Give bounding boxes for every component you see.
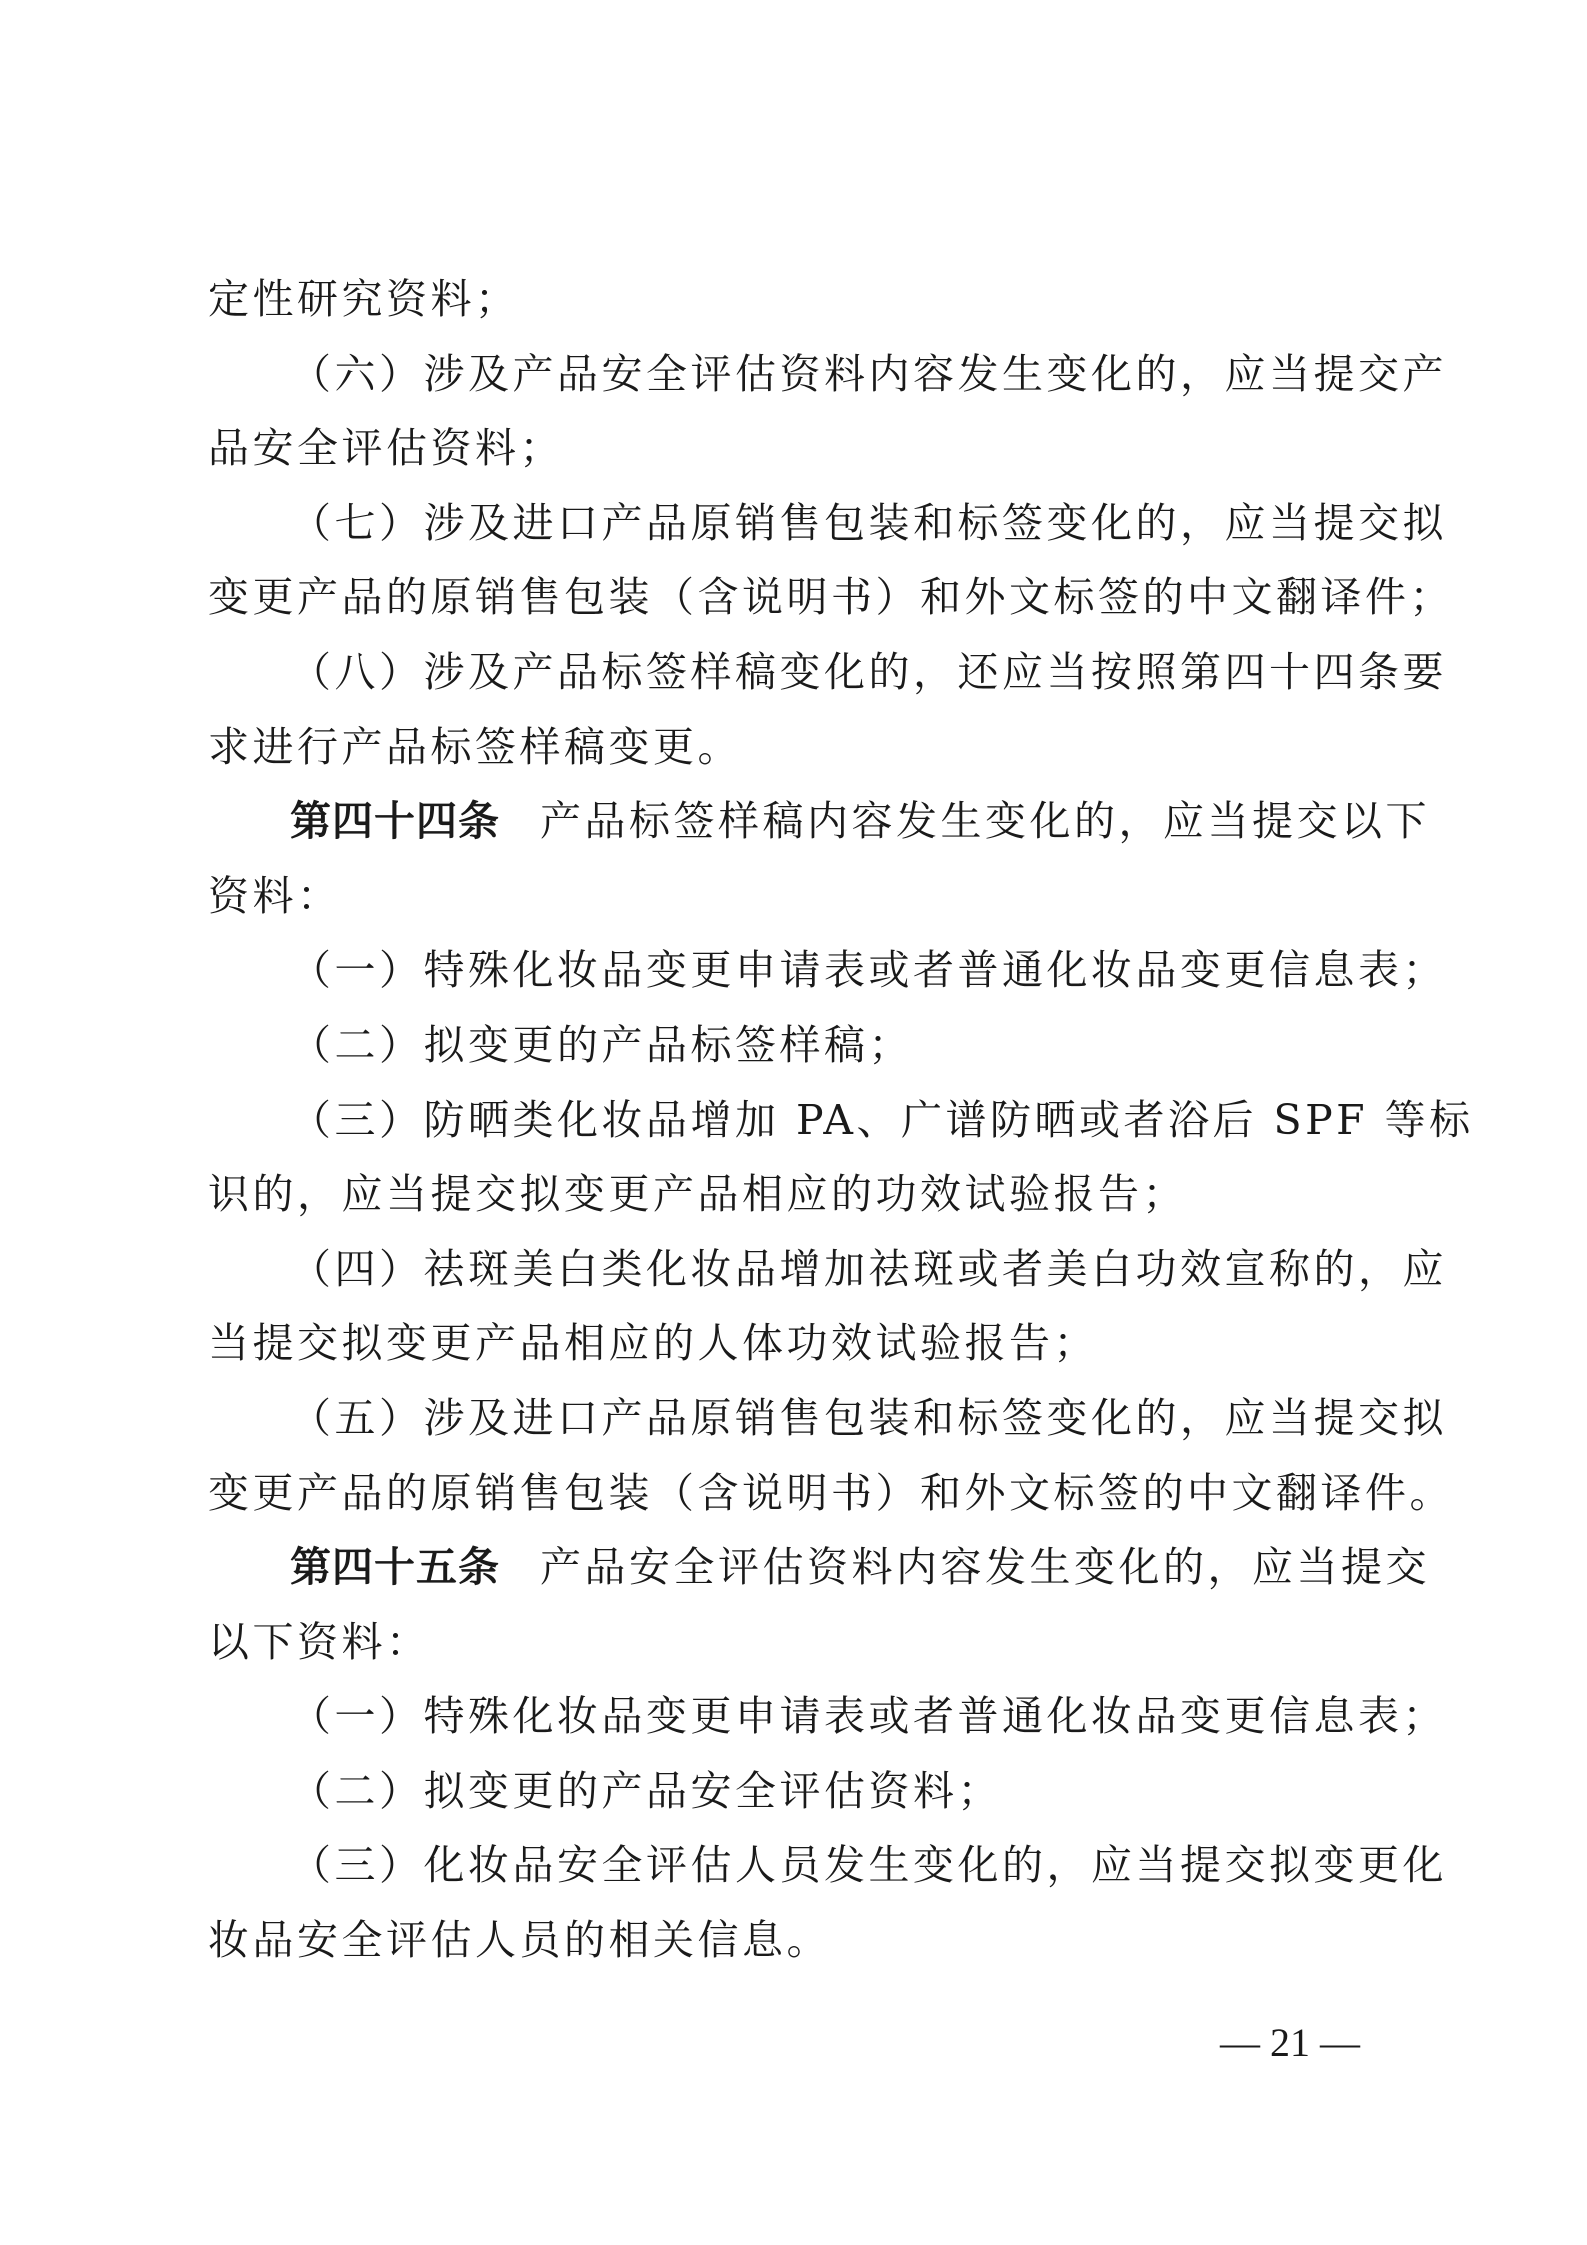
- text-line: （三）化妆品安全评估人员发生变化的，应当提交拟变更化: [290, 1841, 1447, 1890]
- text-line: 资料：: [208, 871, 342, 920]
- text-line: 当提交拟变更产品相应的人体功效试验报告；: [208, 1319, 1098, 1368]
- text-line: （一）特殊化妆品变更申请表或者普通化妆品变更信息表；: [290, 946, 1447, 995]
- article-45-line: [208, 1530, 1430, 1605]
- text-line: 识的，应当提交拟变更产品相应的功效试验报告；: [208, 1170, 1187, 1219]
- text-line: 变更产品的原销售包装（含说明书）和外文标签的中文翻译件；: [208, 573, 1454, 622]
- text-line: （七）涉及进口产品原销售包装和标签变化的，应当提交拟: [290, 498, 1447, 547]
- text-line: （四）祛斑美白类化妆品增加祛斑或者美白功效宣称的，应: [290, 1244, 1447, 1293]
- text-line: （六）涉及产品安全评估资料内容发生变化的，应当提交产: [290, 349, 1447, 398]
- text-line: （二）拟变更的产品标签样稿；: [290, 1020, 913, 1069]
- text-line: （二）拟变更的产品安全评估资料；: [290, 1766, 1002, 1815]
- text-line: 品安全评估资料；: [208, 424, 564, 473]
- text-line: 定性研究资料；: [208, 275, 520, 323]
- text-line: （八）涉及产品标签样稿变化的，还应当按照第四十四条要: [290, 647, 1447, 696]
- text-line: 求进行产品标签样稿变更。: [208, 722, 742, 771]
- text-line: （五）涉及进口产品原销售包装和标签变化的，应当提交拟: [290, 1393, 1447, 1442]
- article-44-line: [208, 784, 1430, 859]
- body-text: [208, 262, 1474, 1978]
- text-line: 产品标签样稿内容发生变化的，应当提交以下: [540, 797, 1430, 846]
- article-45-heading: 第四十五条: [290, 1543, 500, 1592]
- text-line: 产品安全评估资料内容发生变化的，应当提交: [540, 1543, 1430, 1592]
- text-line: 变更产品的原销售包装（含说明书）和外文标签的中文翻译件。: [208, 1468, 1454, 1517]
- article-44-heading: 第四十四条: [290, 797, 500, 846]
- page-number: — 21 —: [1220, 2020, 1360, 2065]
- text-line: （一）特殊化妆品变更申请表或者普通化妆品变更信息表；: [290, 1692, 1447, 1741]
- text-line: 妆品安全评估人员的相关信息。: [208, 1916, 831, 1965]
- text-line: 以下资料：: [208, 1617, 431, 1666]
- text-line: （三）防晒类化妆品增加 PA、广谱防晒或者浴后 SPF 等标: [290, 1095, 1474, 1144]
